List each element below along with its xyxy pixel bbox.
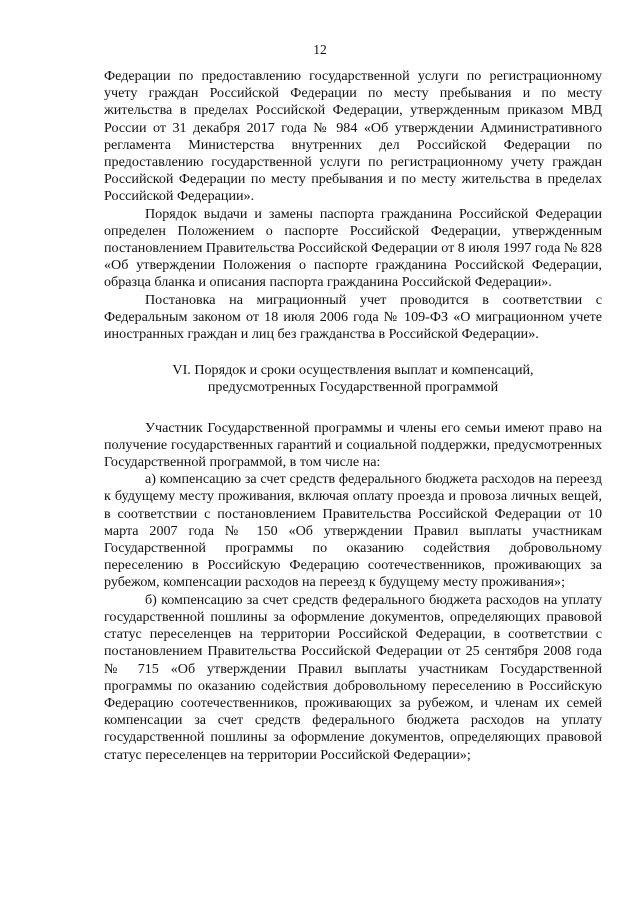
paragraph-continuation: Федерации по предоставлению государственной услуги по регистрационному учету граждан Российской Федерации по месту пребывания и по месту жительства в пределах Российской Федерации, утвержденным приказом МВД России от 31 декабря 2017 года № 984 «Об утверждении Административного регламента Министерства внутренних дел Российской Федерации по предоставлению государственной услуги по регистрационному учету граждан Российской Федерации по месту пребывания и по месту жительства в пределах Российской Федерации». xyxy=(104,68,602,205)
paragraph-migration-registration: Постановка на миграционный учет проводится в соответствии с Федеральным законом от 18 июля 2006 года № 109-ФЗ «О миграционном учете иностранных граждан и лиц без гражданства в Российской Федерации». xyxy=(104,291,602,343)
paragraph-participant-rights: Участник Государственной программы и члены его семьи имеют право на получение государственных гарантий и социальной поддержки, предусмотренных Государственной программой, в том числе на: xyxy=(104,419,602,471)
section-heading xyxy=(104,362,602,396)
paragraph-item-b: б) компенсацию за счет средств федерального бюджета расходов на уплату государственной пошлины за оформление документов, определяющих правовой статус переселенцев на территории Российской Федерации, в соответствии с постановлением Правительства Российской Федерации от 25 сентября 2008 года № 715 «Об утверждении Правил выплаты участникам Государственной программы по оказанию содействия добровольному переселению в Российскую Федерацию соотечественников, проживающих за рубежом, и членам их семей компенсации за счет средств федерального бюджета расходов на уплату государственной пошлины за оформление документов, определяющих правовой статус переселенцев на территории Российской Федерации»; xyxy=(104,591,602,763)
page-number: 12 xyxy=(313,42,327,57)
paragraph-item-a: а) компенсацию за счет средств федерального бюджета расходов на переезд к будущему месту проживания, включая оплату проезда и провоза личных вещей, в соответствии с постановлением Правительства Российской Федерации от 10 марта 2007 года № 150 «Об утверждении Правил выплаты участникам Государственной программы по оказанию содействия добровольному переселению в Российскую Федерацию соотечественников, проживающих за рубежом, компенсации расходов на переезд к будущему месту проживания»; xyxy=(104,471,602,591)
section-heading-line-2: предусмотренных Государственной программой xyxy=(207,379,499,396)
paragraph-passport: Порядок выдачи и замены паспорта гражданина Российской Федерации определен Положением о паспорте Российской Федерации, утвержденным постановлением Правительства Российской Федерации от 8 июля 1997 года № 828 «Об утверждении Положения о паспорте гражданина Российской Федерации, образца бланка и описания паспорта гражданина Российской Федерации». xyxy=(104,205,602,291)
section-heading-line-1: VI. Порядок и сроки осуществления выплат и компенсаций, xyxy=(172,362,534,379)
document-body xyxy=(104,68,602,764)
